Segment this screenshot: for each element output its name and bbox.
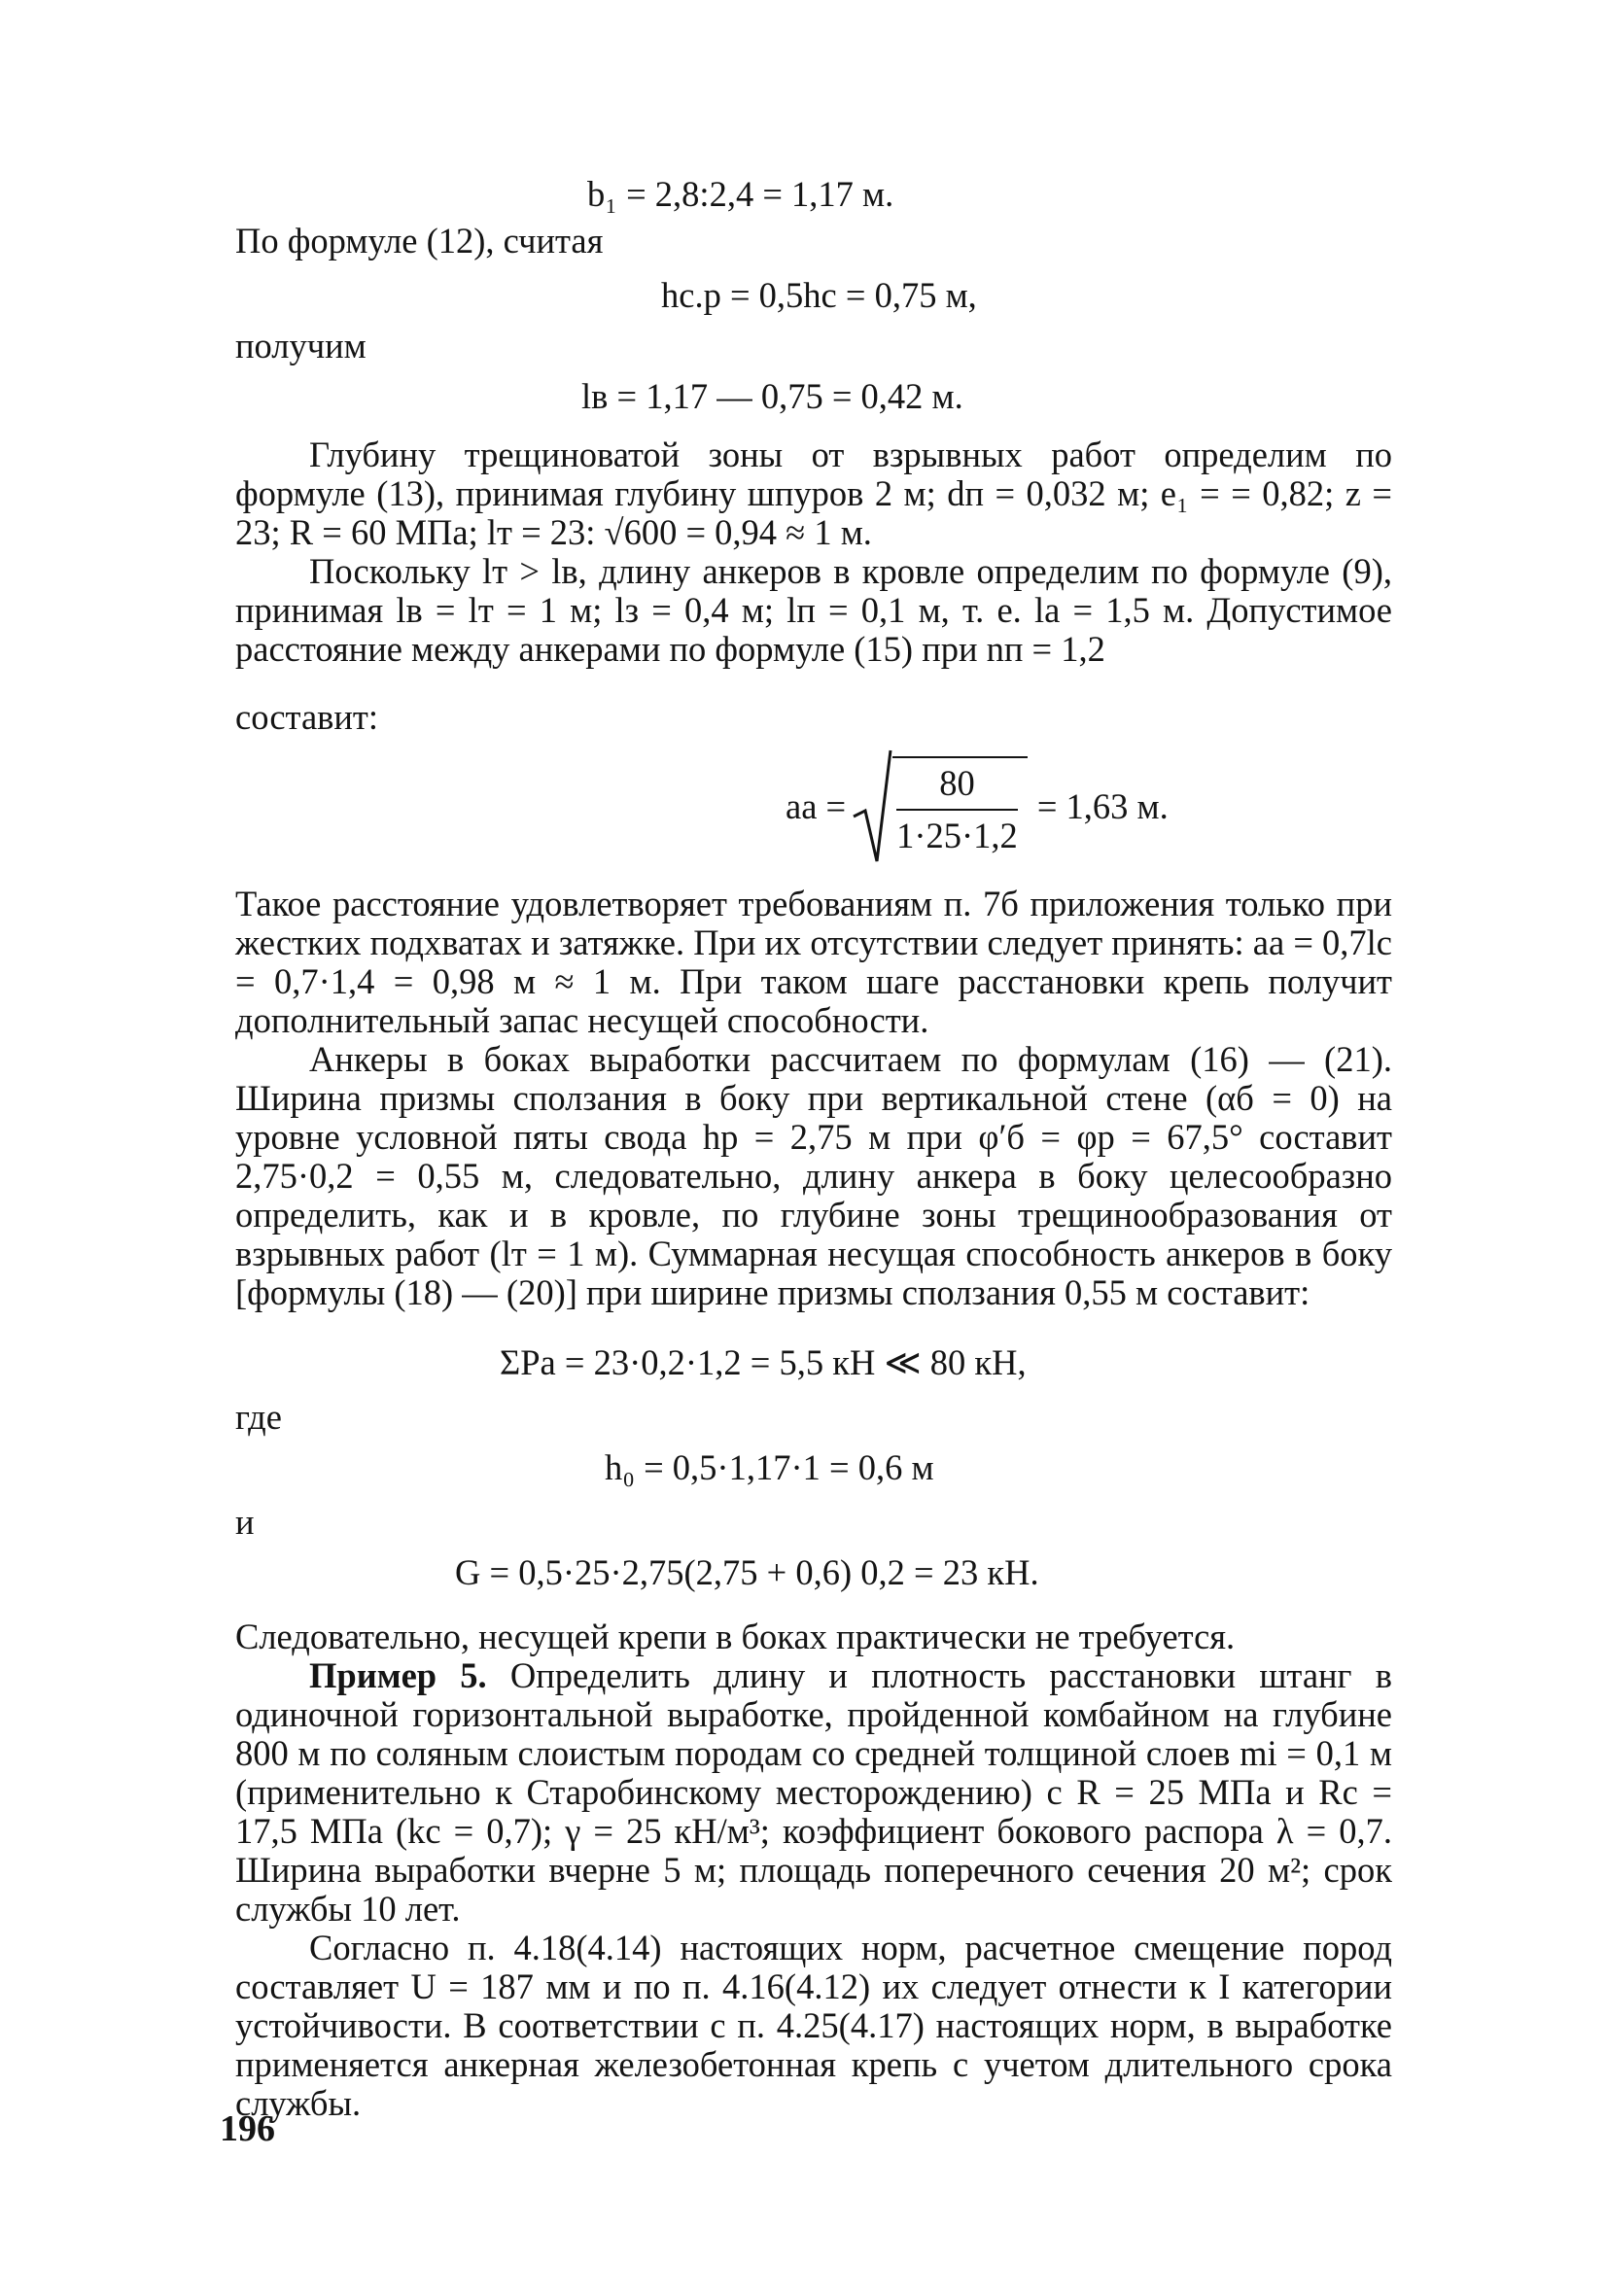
paragraph-fracture-zone: Глубину трещиноватой зоны от взрывных работ определим по формуле (13), принимая глубину шпуров 2 м; dп = 0,032 м; e₁ = = 0,82; z = 23; R = 60 МПа; lт = 23: √600 = 0,94 ≈ 1 м. — [235, 435, 1392, 552]
label-sostavit: составит: — [235, 697, 379, 737]
paragraph-distance-requirement: Такое расстояние удовлетворяет требованиям п. 7б приложения только при жестких подхватах и затяжке. При их отсутствии следует принять: aа = 0,7lс = 0,7·1,4 = 0,98 м ≈ 1 м. При таком шаге расстановки крепь получит дополнительный запас несущей способности. — [235, 884, 1392, 1040]
paragraph-norms: Согласно п. 4.18(4.14) настоящих норм, расчетное смещение пород составляет U = 187 мм и по п. 4.16(4.12) их следует отнести к I категории устойчивости. В соответствии с п. 4.25(4.17) настоящих норм, в выработке применяется анкерная железобетонная крепь с учетом длительного срока службы. — [235, 1928, 1392, 2123]
label-po-formule: По формуле (12), считая — [235, 221, 604, 261]
label-i: и — [235, 1502, 255, 1542]
label-poluchim: получим — [235, 326, 367, 365]
paragraph-example-5 — [235, 1656, 1392, 1929]
formula-aa — [786, 748, 1169, 865]
formula-hcp: hс.р = 0,5hс = 0,75 м, — [661, 275, 977, 315]
example-5-text: Определить длину и плотность расстановки штанг в одиночной горизонтальной выработке, пройденной комбайном на глубине 800 м по соляным слоистым породам со средней толщиной слоев mi = 0,1 м (применительно к Старобинскому месторождению) с R = 25 МПа и Rс = 17,5 МПа (kс = 0,7); γ = 25 кН/м³; коэффициент бокового распора λ = 0,7. Ширина выработки вчерне 5 м; площадь поперечного сечения 20 м²; срок службы 10 лет. — [235, 1655, 1392, 1929]
example-5-label: Пример 5. — [309, 1655, 487, 1695]
formula-b1: b₁ = 2,8:2,4 = 1,17 м. — [587, 174, 894, 214]
page-number: 196 — [220, 2108, 275, 2149]
paragraph-anchor-length: Поскольку lт > lв, длину анкеров в кровле определим по формуле (9), принимая lв = lт = 1 м; lз = 0,4 м; lп = 0,1 м, т. е. lа = 1,5 м. Допустимое расстояние между анкерами по формуле (15) при nп = 1,2 — [235, 551, 1392, 669]
formula-aa-lhs: aа = — [786, 786, 847, 826]
label-gde: где — [235, 1397, 282, 1437]
formula-g: G = 0,5·25·2,75(2,75 + 0,6) 0,2 = 23 кН. — [455, 1552, 1039, 1592]
paragraph-conclusion: Следовательно, несущей крепи в боках практически не требуется. — [235, 1617, 1236, 1656]
sqrt-icon — [852, 748, 892, 865]
formula-aa-numerator: 80 — [896, 764, 1018, 811]
formula-sum-pa: ΣPа = 23·0,2·1,2 = 5,5 кН ≪ 80 кН, — [500, 1342, 1027, 1382]
formula-aa-rhs: = 1,63 м. — [1036, 786, 1169, 826]
formula-aa-fraction — [896, 764, 1018, 855]
formula-aa-denominator: 1·25·1,2 — [896, 816, 1018, 855]
formula-h0: h₀ = 0,5·1,17·1 = 0,6 м — [605, 1447, 934, 1487]
formula-lv: lв = 1,17 — 0,75 = 0,42 м. — [581, 376, 963, 416]
paragraph-side-anchors: Анкеры в боках выработки рассчитаем по формулам (16) — (21). Ширина призмы сползания в боку при вертикальной стене (αб = 0) на уровне условной пяты свода hр = 2,75 м при φ′б = φр = 67,5° составит 2,75·0,2 = 0,55 м, следовательно, длину анкера в боку целесообразно определить, как и в кровле, по глубине зоны трещинообразования от взрывных работ (lт = 1 м). Суммарная несущая способность анкеров в боку [формулы (18) — (20)] при ширине призмы сползания 0,55 м составит: — [235, 1039, 1392, 1312]
